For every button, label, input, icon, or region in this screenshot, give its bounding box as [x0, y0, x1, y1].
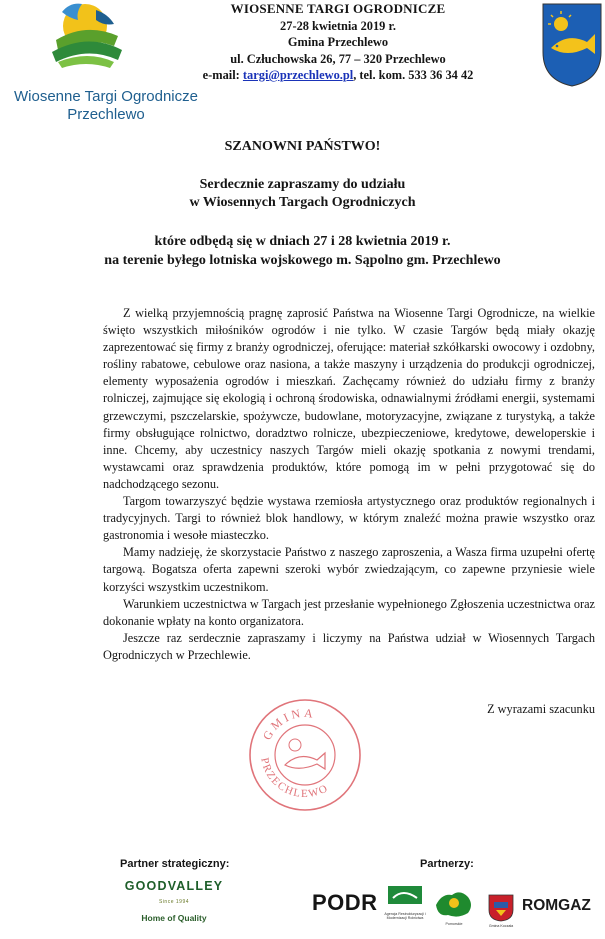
- invite-line-1: Serdecznie zapraszamy do udziału: [199, 177, 406, 192]
- phone: , tel. kom. 533 36 34 42: [353, 68, 474, 82]
- romgaz-logo: ROMGAZ: [522, 897, 591, 914]
- arimr-logo-icon: [385, 886, 425, 910]
- paragraph-2: Targom towarzyszyć będzie wystawa rzemiosła artystycznego oraz produktów regionalnych i tradycyjnych. Targi to również blok handlowy, w którym znaleźć można prawie wszystko oraz gastronomia i wesołe miasteczko.: [103, 494, 595, 543]
- goodvalley-since: Since 1994: [158, 899, 190, 905]
- arimr-caption: Agencja Restrukturyzacji i Modernizacji Rolnictwa: [384, 912, 426, 920]
- email-label: e-mail:: [202, 68, 243, 82]
- letter-body: [103, 305, 595, 664]
- goodvalley-logo-text: GOODVALLEY: [124, 879, 224, 893]
- logo-line-2: Przechlewo: [67, 106, 145, 123]
- partners-label: Partnerzy:: [420, 858, 474, 870]
- paragraph-3: Mamy nadzieję, że skorzystacie Państwo z naszego zaproszenia, a Wasza firma uzupełni ofertę targową. Bogatsza oferta zapewni szeroki wybór zwiedzającym, co zapewne przyniesie wiele korzyści wszystkim uczestnikom.: [103, 545, 595, 594]
- podr-logo: PODR: [312, 890, 378, 915]
- paragraph-1: Z wielką przyjemnością pragnę zaprosić Państwa na Wiosenne Targi Ogrodnicze, na wielkie święto wszystkich miłośników ogrodów i nie tylko. W czasie Targów będą miały okazję zaprezentować się firmy z branży ogrodniczej, oferujące: materiał szkółkarski owocowy i ozdobny, rośliny rabatowe, cebulowe oraz nasiona, a także maszyny i urządzenia do produkcji ogrodniczej, elementy wyposażenia ogrodów i mieszkań. Zachęcamy również do udziału firmy z branży rolniczej, zajmujące się ekologią i ochroną środowiska, odnawialnymi źródłami energii, systemami grzewczymi, pszczelarskie, spożywcze, budowlane, motoryzacyjne, związane z turystyką, a także firmy obsługujące rolnictwo, doradztwo rolnicze, ubezpieczeniowe, kredytowe, deweloperskie i inne. Chcemy, aby uczestnicy naszych Targów mieli okazję spotkania z nowymi trendami, wystawcami oraz sprawdzenia produktów, które pomogą im w pełni przygotować się do nadchodzącego sezonu.: [103, 306, 595, 491]
- address: ul. Człuchowska 26, 77 – 320 Przechlewo: [230, 51, 446, 66]
- stamp-bottom-text: PRZECHLEWO: [258, 756, 331, 801]
- letterhead: [150, 1, 526, 84]
- gmina-crest-icon: [488, 894, 514, 922]
- goodvalley-tagline: Home of Quality: [141, 913, 207, 923]
- paragraph-5: Jeszcze raz serdecznie zapraszamy i liczymy na Państwa udział w Wiosennych Targach Ogrodniczych w Przechlewie.: [103, 630, 595, 662]
- pomorskie-logo-icon: [432, 887, 476, 921]
- stamp-top-text: GMINA: [259, 705, 317, 743]
- municipality-stamp: [247, 697, 363, 813]
- closing-phrase: Z wyrazami szacunku: [487, 702, 595, 716]
- logo-line-1: Wiosenne Targi Ogrodnicze: [14, 88, 198, 105]
- event-info-line-2: na terenie byłego lotniska wojskowego m. Sąpolno gm. Przechlewo: [104, 253, 501, 268]
- event-dates: 27-28 kwietnia 2019 r.: [280, 18, 396, 33]
- contact-line: [150, 67, 526, 84]
- paragraph-4: Warunkiem uczestnictwa w Targach jest przesłanie wypełnionego Zgłoszenia uczestnictwa oraz dokonanie wpłaty na konto organizatora.: [103, 596, 595, 628]
- pomorskie-caption: Pomorskie: [445, 922, 463, 926]
- fair-logo-text: [6, 88, 206, 124]
- coat-of-arms-icon: [541, 2, 603, 88]
- invite-line-2: w Wiosennych Targach Ogrodniczych: [189, 195, 416, 210]
- email-link[interactable]: targi@przechlewo.pl: [242, 68, 354, 82]
- greeting: SZANOWNI PAŃSTWO!: [224, 139, 381, 154]
- municipality: Gmina Przechlewo: [287, 35, 389, 49]
- event-info-line-1: które odbędą się w dniach 27 i 28 kwietnia 2019 r.: [154, 234, 451, 249]
- event-title: WIOSENNE TARGI OGRODNICZE: [230, 1, 446, 16]
- strategic-partner-label: Partner strategiczny:: [120, 858, 230, 870]
- gmina-caption: Gmina Koczała: [488, 924, 514, 928]
